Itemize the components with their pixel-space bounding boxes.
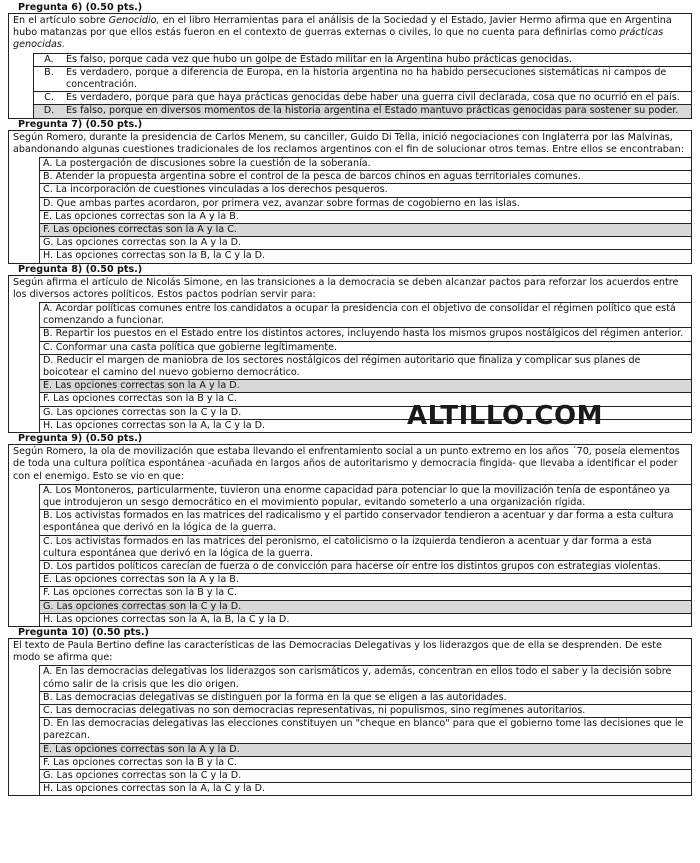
question-8-title: Pregunta 8) (0.50 pts.)	[18, 263, 143, 275]
answer-option[interactable]	[39, 560, 691, 573]
option-text: G. Las opciones correctas son la C y la D.	[43, 600, 242, 612]
question-6-stem-part-1: En el artículo sobre	[13, 15, 109, 26]
question-10-title: Pregunta 10) (0.50 pts.)	[18, 626, 149, 638]
option-text: B. Los activistas formados en las matrices del radicalismo y el partido conservador tendieron a acentuar y dar forma a esta cultura espontánea que derivó en la lógica de la guerra.	[43, 510, 674, 534]
option-text: E. Las opciones correctas son la A y la D.	[43, 743, 240, 755]
option-text: F. Las opciones correctas son la A y la C.	[43, 224, 237, 236]
question-7-box	[8, 130, 692, 264]
option-text: C. Los activistas formados en las matrices del peronismo, el catolicismo o la izquierda tendieron a acentuar y dar forma a esta cultura espontánea que derivó en la lógica de la guerra.	[43, 535, 652, 559]
answer-option[interactable]	[33, 66, 691, 91]
option-text: B. Atender la propuesta argentina sobre el control de la pesca de barcos chinos en aguas territoriales comunes.	[43, 171, 581, 183]
answer-option[interactable]	[39, 379, 691, 392]
option-text: A. En las democracias delegativas los liderazgos son carismáticos y, además, concentran en ellos todo el saber y la decisión sobre cómo salir de la crisis que les dio origen.	[43, 666, 672, 690]
answer-option[interactable]	[39, 341, 691, 354]
answer-option[interactable]	[39, 665, 691, 690]
option-text: D. Los partidos políticos carecían de fuerza o de convicción para hacerse oír entre los distintos grupos con estrategias violentas.	[43, 560, 661, 572]
answer-option[interactable]	[33, 53, 691, 66]
answer-option[interactable]	[39, 743, 691, 756]
answer-option[interactable]	[39, 600, 691, 613]
option-text: Es verdadero, porque para que haya prácticas genocidas debe haber una guerra civil declarada, cosa que no ocurrió en el país.	[66, 92, 680, 104]
option-text: B. Repartir los puestos en el Estado entre los distintos actores, incluyendo hasta los mismos grupos nostálgicos del régimen anterior.	[43, 328, 684, 340]
option-text: B. Las democracias delegativas se distinguen por la forma en la que se eligen a las autoridades.	[43, 691, 507, 703]
option-text: G. Las opciones correctas son la C y la D.	[43, 769, 242, 781]
option-letter: A.	[44, 53, 54, 65]
answer-option[interactable]	[33, 104, 691, 117]
question-6-stem	[9, 14, 691, 53]
answer-option[interactable]	[39, 573, 691, 586]
question-6-stem-emphasis-1: Genocidio,	[108, 15, 160, 26]
option-text: C. Conformar una casta política que gobierne legítimamente.	[43, 341, 338, 353]
question-7-options	[9, 157, 691, 263]
option-text: D. En las democracias delegativas las elecciones constituyen un "cheque en blanco" para que el gobierno tome las decisiones que le parezcan.	[43, 718, 684, 742]
question-8-stem: Según afirma el artículo de Nicolás Simone, en las transiciones a la democracia se deben alcanzar pactos para reforzar los acuerdos entre los diversos actores políticos. Estos pactos podrían servir para:	[13, 276, 679, 300]
answer-option[interactable]	[39, 782, 691, 795]
question-9-title: Pregunta 9) (0.50 pts.)	[18, 433, 143, 445]
question-9-box	[8, 444, 692, 627]
option-text: H. Las opciones correctas son la B, la C y la D.	[43, 250, 266, 262]
option-text: H. Las opciones correctas son la A, la B, la C y la D.	[43, 613, 290, 625]
option-text: E. Las opciones correctas son la A y la B.	[43, 210, 239, 222]
answer-option[interactable]	[39, 756, 691, 769]
answer-option[interactable]	[39, 327, 691, 340]
question-6-title: Pregunta 6) (0.50 pts.)	[18, 2, 143, 13]
option-letter: B.	[44, 66, 54, 78]
option-text: A. Acordar políticas comunes entre los candidatos a ocupar la presidencia con el objetivo de consolidar el régimen político que está comenzando a funcionar.	[43, 303, 676, 327]
answer-option[interactable]	[39, 183, 691, 196]
answer-option[interactable]	[39, 223, 691, 236]
option-text: F. Las opciones correctas son la B y la C.	[43, 393, 237, 405]
option-text: E. Las opciones correctas son la A y la B.	[43, 574, 239, 586]
answer-option[interactable]	[39, 613, 691, 626]
question-6-box	[8, 13, 692, 119]
question-6-stem-part-2: en el libro Herramientas para el análisis de la Sociedad y el Estado, Javier Hermo afirma que en Argentina hubo matanzas por que ellos estás fueron en el contexto de guerras externas o civiles, lo que no cuenta para definirlas como	[13, 15, 672, 39]
question-10-stem: El texto de Paula Bertino define las características de las Democracias Delegativas y los liderazgos que de ella se desprenden. De este modo se afirma que:	[13, 639, 662, 664]
option-text: A. La postergación de discusiones sobre la cuestión de la soberanía.	[43, 158, 371, 170]
question-10-box	[8, 638, 692, 796]
question-7-title: Pregunta 7) (0.50 pts.)	[18, 118, 143, 130]
answer-option[interactable]	[39, 157, 691, 170]
answer-option[interactable]	[39, 509, 691, 534]
option-text: C. La incorporación de cuestiones vinculadas a los derechos pesqueros.	[43, 184, 388, 196]
option-text: Es verdadero, porque a diferencia de Europa, en la historia argentina no ha habido persecuciones sistemáticas ni campos de concentración.	[66, 66, 667, 91]
question-10-options	[9, 665, 691, 795]
exam-document	[8, 2, 692, 796]
question-9-stem: Según Romero, la ola de movilización que estaba llevando el enfrentamiento social a un punto extremo en los años ´70, poseía elementos de toda una cultura política espontánea -acuñada en largos años de autoritarismo y democracia fingida- que llevaba a identificar el poder con el enemigo. Esto se vio en que:	[13, 446, 680, 482]
answer-option[interactable]	[39, 302, 691, 327]
question-6-options	[9, 53, 691, 118]
option-text: G. Las opciones correctas son la A y la D.	[43, 237, 242, 249]
answer-option[interactable]	[39, 691, 691, 704]
option-text: Es falso, porque en diversos momentos de la historia argentina el Estado mantuvo prácticas genocidas para sostener su poder.	[66, 105, 679, 117]
answer-option[interactable]	[39, 249, 691, 262]
question-7-stem: Según Romero, durante la presidencia de Carlos Menem, su canciller, Guido Di Tella, inició negociaciones con Inglaterra por las Malvinas, abandonando algunas cuestiones tradicionales de los reclamos argentinos con el fin de solucionar otros temas. Entre ellos se encontraban:	[13, 131, 684, 155]
question-9-options	[9, 484, 691, 626]
option-text: D. Que ambas partes acordaron, por primera vez, avanzar sobre formas de cogobierno en las islas.	[43, 197, 520, 209]
answer-option[interactable]	[39, 170, 691, 183]
answer-option[interactable]	[39, 704, 691, 717]
option-letter: C.	[44, 92, 54, 104]
option-text: Es falso, porque cada vez que hubo un golpe de Estado militar en la Argentina hubo prácticas genocidas.	[66, 53, 572, 65]
option-text: H. Las opciones correctas son la A, la C y la D.	[43, 783, 266, 795]
option-text: C. Las democracias delegativas no son democracias representativas, ni populismos, sino regímenes autoritarios.	[43, 704, 586, 716]
option-text: H. Las opciones correctas son la A, la C y la D.	[43, 419, 266, 431]
question-6-stem-emphasis-2: prácticas genocidas.	[13, 27, 664, 51]
option-text: A. Los Montoneros, particularmente, tuvieron una enorme capacidad para potenciar lo que la movilización tenía de espontáneo ya que introdujeron un sesgo democrático en el movimiento popular, evitando someterlo a una organización rígida.	[43, 484, 671, 508]
answer-option[interactable]	[39, 236, 691, 249]
answer-option[interactable]	[39, 484, 691, 509]
answer-option[interactable]	[39, 197, 691, 210]
answer-option[interactable]	[39, 586, 691, 599]
option-text: F. Las opciones correctas son la B y la C.	[43, 587, 237, 599]
option-text: F. Las opciones correctas son la B y la C.	[43, 756, 237, 768]
answer-option[interactable]	[39, 769, 691, 782]
answer-option[interactable]	[39, 210, 691, 223]
option-text: E. Las opciones correctas son la A y la D.	[43, 380, 240, 392]
option-text: G. Las opciones correctas son la C y la D.	[43, 406, 242, 418]
option-text: D. Reducir el margen de maniobra de los sectores nostálgicos del régimen autoritario que finaliza y complicar sus planes de boicotear el camino del nuevo gobierno democrático.	[43, 354, 641, 379]
answer-option[interactable]	[39, 535, 691, 560]
answer-option[interactable]	[39, 717, 691, 742]
answer-option[interactable]	[33, 91, 691, 104]
altillo-watermark: ALTILLO.COM	[407, 401, 603, 431]
answer-option[interactable]	[39, 354, 691, 379]
option-letter: D.	[43, 105, 55, 117]
